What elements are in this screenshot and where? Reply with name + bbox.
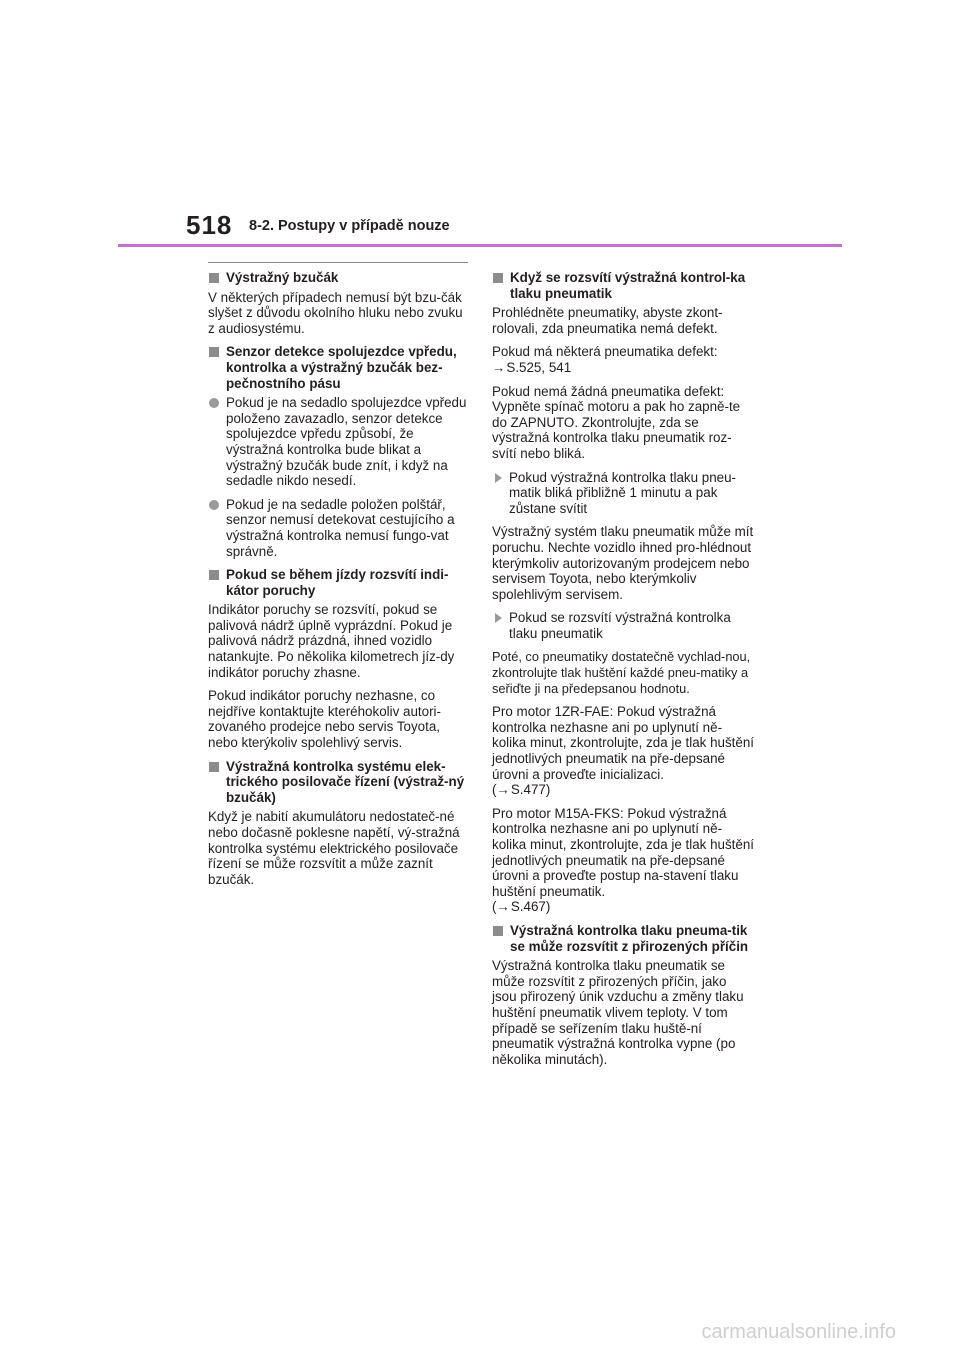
chapter-title: 8-2. Postupy v případě nouze [249, 218, 450, 234]
column-divider [208, 262, 468, 263]
page-number: 518 [186, 210, 233, 240]
bullet-item: Pokud je na sedadlo spolujezdce vpředu položeno zavazadlo, senzor detekce spolujezdce vpředu způsobí, že výstražná kontrolka bude blikat a výstražný bzučák bude znít, i když na sedadle nikdo nesedí. [208, 395, 470, 489]
triangle-bullet-icon [495, 473, 502, 483]
section-heading: Výstražná kontrolka systému elek-trického posilovače řízení (výstraž-ný bzučák) [208, 759, 470, 806]
right-column [492, 270, 754, 1075]
arrow-right-icon: → [496, 782, 510, 798]
square-bullet-icon [209, 570, 219, 580]
paragraph: V některých případech nemusí být bzu-čák slyšet z důvodu okolního hluku nebo zvuku z audiosystému. [208, 289, 463, 336]
square-bullet-icon [209, 347, 219, 357]
paragraph: Výstražný systém tlaku pneumatik může mít poruchu. Nechte vozidlo ihned pro-hlédnout kterýmkoliv autorizovaným prodejcem nebo servisem Toyota, nebo kterýmkoliv spolehlivým servisem. [492, 524, 754, 602]
square-bullet-icon [209, 273, 219, 283]
section-heading: Když se rozsvítí výstražná kontrol-ka tlaku pneumatik [492, 270, 754, 301]
header-divider [118, 244, 842, 247]
paragraph: Prohlédněte pneumatiky, abyste zkont-rolovali, zda pneumatika nemá defekt. [492, 305, 723, 336]
paragraph: Indikátor poruchy se rozsvítí, pokud se palivová nádrž úplně vyprázdní. Pokud je palivová nádrž prázdná, ihned vozidlo natankujte. Po několika kilometrech jíz-dy indikátor poruchy zhasne. [208, 602, 455, 680]
sub-heading: Pokud výstražná kontrolka tlaku pneu-matik bliká přibližně 1 minutu a pak zůstane svítit [492, 470, 754, 517]
page-reference[interactable]: S.477 [510, 782, 546, 798]
arrow-right-icon: → [496, 899, 510, 915]
left-column [208, 270, 470, 895]
section-heading: Senzor detekce spolujezdce vpředu, kontrolka a výstražný bzučák bez-pečnostního pásu [208, 344, 470, 391]
paragraph: Poté, co pneumatiky dostatečně vychlad-nou, zkontrolujte tlak huštění každé pneu-matiky a seřiďte ji na předepsanou hodnotu. [492, 649, 751, 696]
square-bullet-icon [209, 762, 219, 772]
section-heading: Výstražná kontrolka tlaku pneuma-tik se může rozsvítit z přirozených příčin [492, 923, 754, 954]
page-reference[interactable]: S.525, 541 [506, 359, 572, 375]
watermark: carmanualsonline.info [701, 1321, 896, 1343]
sub-heading: Pokud se rozsvítí výstražná kontrolka tlaku pneumatik [492, 610, 754, 641]
triangle-bullet-icon [495, 613, 502, 623]
square-bullet-icon [493, 926, 503, 936]
arrow-right-icon: → [492, 359, 506, 375]
paragraph: Výstražná kontrolka tlaku pneumatik se může rozsvítit z přirozených příčin, jako jsou přirozený únik vzduchu a změny tlaku huštění pneumatik vlivem teploty. V tom případě se seřízením tlaku huště-ní pneumatik výstražná kontrolka vypne (po několika minutách). [492, 958, 744, 1067]
page-reference[interactable]: S.467 [510, 899, 546, 915]
paragraph: Pokud nemá žádná pneumatika defekt: Vypněte spínač motoru a pak ho zapně-te do ZAPNUTO. Zkontrolujte, zda se výstražná kontrolka tlaku pneumatik roz-svítí nebo bliká. [492, 383, 741, 461]
section-heading: Výstražný bzučák [208, 270, 470, 286]
paragraph: Pro motor M15A-FKS: Pokud výstražná kontrolka nezhasne ani po uplynutí ně-kolika minut, zkontrolujte, zda je tlak huštění jednotlivých pneumatik na pře-depsané úrovni a proveďte postup na-stavení tlaku huštění pneumatik. (→S.467) [492, 805, 754, 915]
paragraph: Když je nabití akumulátoru nedostateč-né nebo dočasně poklesne napětí, vý-stražná kontrolka systému elektrického posilovače řízení se může rozsvítit a může zaznít bzučák. [208, 809, 460, 887]
square-bullet-icon [493, 273, 503, 283]
circle-bullet-icon [209, 500, 219, 510]
section-heading: Pokud se během jízdy rozsvítí indi-kátor poruchy [208, 567, 470, 598]
paragraph: Pro motor 1ZR-FAE: Pokud výstražná kontrolka nezhasne ani po uplynutí ně-kolika minut, zkontrolujte, zda je tlak huštění jednotlivých pneumatik na pře-depsané úrovni a proveďte inicializaci. (→S.477) [492, 704, 754, 798]
circle-bullet-icon [209, 398, 219, 408]
paragraph: Pokud má některá pneumatika defekt: →S.525, 541 [492, 344, 718, 375]
paragraph: Pokud indikátor poruchy nezhasne, co nejdříve kontaktujte kteréhokoliv autori-zovaného prodejce nebo servis Toyota, nebo kterýkoliv spolehlivý servis. [208, 688, 441, 751]
bullet-item: Pokud je na sedadle položen polštář, senzor nemusí detekovat cestujícího a výstražná kontrolka nemusí fungo-vat správně. [208, 497, 470, 559]
